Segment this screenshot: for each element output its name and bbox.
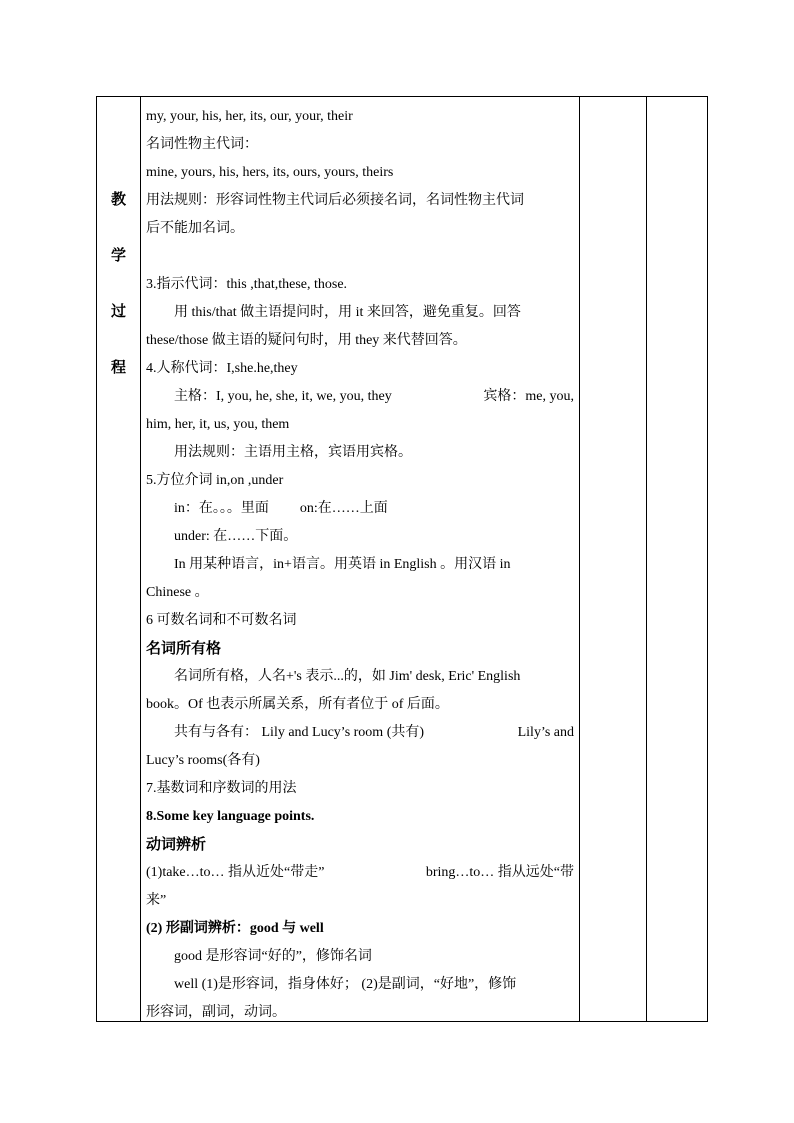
text-line: well (1)是形容词，指身体好； (2)是副词，“好地”，修饰 (174, 977, 517, 992)
text-line: book。Of 也表示所属关系，所有者位于 of 后面。 (146, 697, 449, 712)
text-line: 名词所有格，人名+'s 表示...的，如 Jim' desk, Eric' English (174, 669, 521, 684)
text-line: 来” (146, 893, 167, 908)
text-line: good 是形容词“好的”，修饰名词 (174, 949, 372, 964)
text-line: 3.指示代词：this ,that,these, those. (146, 277, 348, 292)
text-line: these/those 做主语的疑问句时，用 they 来代替回答。 (146, 333, 467, 348)
text-segment: 共有与各有： Lily and Lucy’s room (共有) (174, 725, 425, 740)
text-segment: 主格：I, you, he, she, it, we, you, they (174, 389, 392, 404)
text-line: 用法规则：形容词性物主代词后必须接名词，名词性物主代词 (146, 193, 524, 208)
text-line: 用 this/that 做主语提问时，用 it 来回答，避免重复。回答 (174, 305, 521, 320)
lesson-content (146, 103, 574, 1027)
text-line: 6 可数名词和不可数名词 (146, 613, 297, 628)
text-line: 用法规则：主语用主格，宾语用宾格。 (174, 445, 412, 460)
text-segment: 宾格：me, you, (483, 389, 574, 404)
column-divider (646, 97, 647, 1021)
column-divider (579, 97, 580, 1021)
text-line: 后不能加名词。 (146, 221, 244, 236)
text-segment: bring…to… 指从远处“带 (425, 865, 574, 880)
text-segment: (1)take…to… 指从近处“带走” (146, 865, 325, 880)
text-line: mine, yours, his, hers, its, ours, yours, theirs (146, 165, 394, 180)
text-segment: in：在。。。里面 (174, 501, 269, 516)
text-line (146, 859, 574, 887)
text-line: 5.方位介词 in,on ,under (146, 473, 284, 488)
text-segment: on:在……上面 (299, 501, 388, 516)
section-heading: (2) 形副词辨析：good 与 well (146, 921, 324, 936)
side-label-char: 过 (110, 304, 126, 320)
text-segment: Lily’s and (517, 725, 574, 740)
section-heading: 8.Some key language points. (146, 809, 315, 824)
text-line: my, your, his, her, its, our, your, their (146, 109, 353, 124)
text-line (146, 383, 574, 411)
side-label-char: 程 (110, 360, 126, 376)
text-line: under: 在……下面。 (174, 529, 298, 544)
text-line: 名词性物主代词： (146, 137, 258, 152)
text-line: Chinese 。 (146, 585, 209, 600)
lesson-table (96, 96, 708, 1022)
text-line: Lucy’s rooms(各有) (146, 753, 260, 768)
text-line: 7.基数词和序数词的用法 (146, 781, 297, 796)
blank-line (146, 243, 574, 271)
section-heading: 动词辨析 (146, 837, 207, 853)
text-line: 形容词，副词，动词。 (146, 1005, 286, 1020)
text-line: In 用某种语言，in+语言。用英语 in English 。用汉语 in (174, 557, 511, 572)
text-line: him, her, it, us, you, them (146, 417, 290, 432)
section-heading: 名词所有格 (146, 641, 222, 657)
text-line (146, 719, 574, 747)
side-label-char: 教 (110, 192, 126, 208)
text-line: 4.人称代词：I,she.he,they (146, 361, 298, 376)
column-divider (140, 97, 141, 1021)
side-label-char: 学 (110, 248, 126, 264)
text-line (146, 495, 574, 523)
